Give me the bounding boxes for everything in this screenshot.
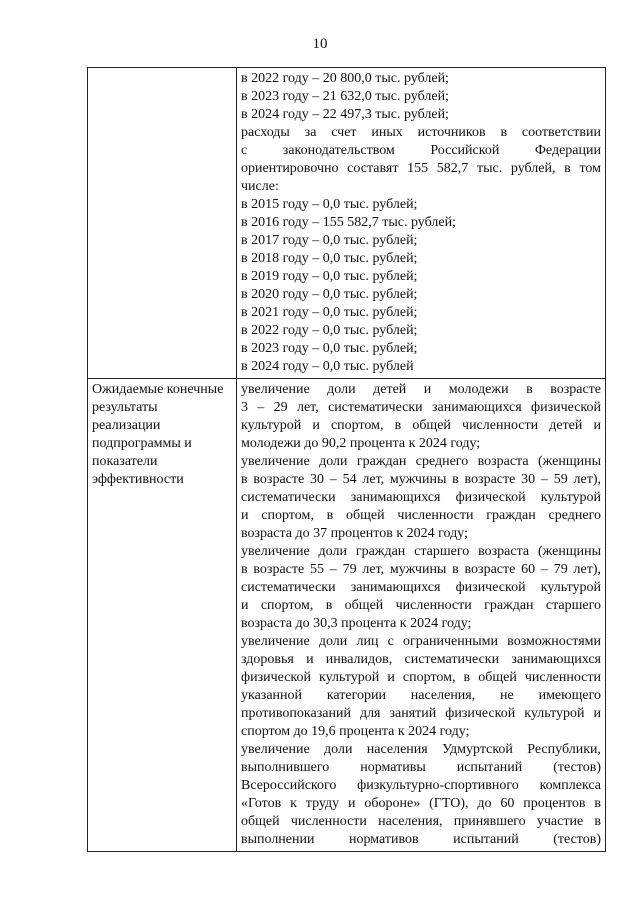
row2-right-cell xyxy=(237,379,606,852)
text-line: возраста до 30,3 процента к 2024 году; xyxy=(241,616,472,631)
document-table xyxy=(87,67,606,852)
text-line: увеличение доли лиц с ограниченными возможностями xyxy=(241,634,601,649)
label-line: Ожидаемые конечные xyxy=(92,382,224,397)
text-line: систематически занимающихся физической культурой xyxy=(241,490,601,505)
text-line: в 2020 году – 0,0 тыс. рублей; xyxy=(241,287,418,302)
text-line: указанной категории населения, не имеющего xyxy=(241,688,601,703)
text-line: физической культурой и спортом, в общей численности xyxy=(241,670,601,685)
text-line: расходы за счет иных источников в соответствии xyxy=(241,125,601,140)
text-line: в возрасте 55 – 79 лет, мужчины в возрасте 60 – 79 лет), xyxy=(241,562,601,577)
table-row xyxy=(88,68,606,379)
text-line: 3 – 29 лет, систематически занимающихся физической xyxy=(241,400,601,415)
text-line: противопоказаний для занятий физической культурой и xyxy=(241,706,601,721)
text-line: и спортом, в общей численности граждан старшего xyxy=(241,598,601,613)
text-line: спортом до 19,6 процента к 2024 году; xyxy=(241,724,470,739)
text-line: выполнившего нормативы испытаний (тестов) xyxy=(241,760,601,775)
text-line: Всероссийского физкультурно-спортивного комплекса xyxy=(241,778,601,793)
label-line: эффективности xyxy=(92,472,184,487)
text-line: увеличение доли граждан старшего возраста (женщины xyxy=(241,544,601,559)
text-line: с законодательством Российской Федерации xyxy=(241,143,601,158)
text-line: увеличение доли граждан среднего возраста (женщины xyxy=(241,454,601,469)
text-line: в 2021 году – 0,0 тыс. рублей; xyxy=(241,305,418,320)
text-line: в 2022 году – 0,0 тыс. рублей; xyxy=(241,323,418,338)
text-line: культурой и спортом, в общей численности детей и xyxy=(241,418,601,433)
text-line: в 2019 году – 0,0 тыс. рублей; xyxy=(241,269,418,284)
row1-right-cell xyxy=(237,68,606,379)
text-line: числе: xyxy=(241,179,279,194)
label-line: реализации xyxy=(92,418,161,433)
text-line: «Готов к труду и обороне» (ГТО), до 60 процентов в xyxy=(241,796,601,811)
text-line: в 2015 году – 0,0 тыс. рублей; xyxy=(241,197,418,212)
text-line: в 2016 году – 155 582,7 тыс. рублей; xyxy=(241,215,456,230)
text-line: в 2022 году – 20 800,0 тыс. рублей; xyxy=(241,71,449,86)
row2-left-cell xyxy=(88,379,237,852)
text-line: ориентировочно составят 155 582,7 тыс. рублей, в том xyxy=(241,161,601,176)
text-line: в 2024 году – 22 497,3 тыс. рублей; xyxy=(241,107,449,122)
text-line: в возрасте 30 – 54 лет, мужчины в возрасте 30 – 59 лет), xyxy=(241,472,601,487)
table-row xyxy=(88,379,606,852)
label-line: показатели xyxy=(92,454,158,469)
label-line: результаты xyxy=(92,400,158,415)
page-number: 10 xyxy=(312,36,328,52)
text-line: возраста до 37 процентов к 2024 году; xyxy=(241,526,468,541)
text-line: здоровья и инвалидов, систематически занимающихся xyxy=(241,652,601,667)
text-line: в 2017 году – 0,0 тыс. рублей; xyxy=(241,233,418,248)
text-line: выполнении нормативов испытаний (тестов) xyxy=(241,832,601,847)
text-line: в 2024 году – 0,0 тыс. рублей xyxy=(241,359,414,374)
text-line: и спортом, в общей численности граждан среднего xyxy=(241,508,601,523)
text-line: в 2023 году – 21 632,0 тыс. рублей; xyxy=(241,89,449,104)
text-line: систематически занимающихся физической культурой xyxy=(241,580,601,595)
text-line: общей численности населения, принявшего участие в xyxy=(241,814,601,829)
text-line: в 2018 году – 0,0 тыс. рублей; xyxy=(241,251,418,266)
label-line: подпрограммы и xyxy=(92,436,192,451)
text-line: молодежи до 90,2 процента к 2024 году; xyxy=(241,436,481,451)
text-line: увеличение доли детей и молодежи в возрасте xyxy=(241,382,601,397)
row1-left-cell xyxy=(88,68,237,379)
text-line: в 2023 году – 0,0 тыс. рублей; xyxy=(241,341,418,356)
text-line: увеличение доли населения Удмуртской Республики, xyxy=(241,742,601,757)
